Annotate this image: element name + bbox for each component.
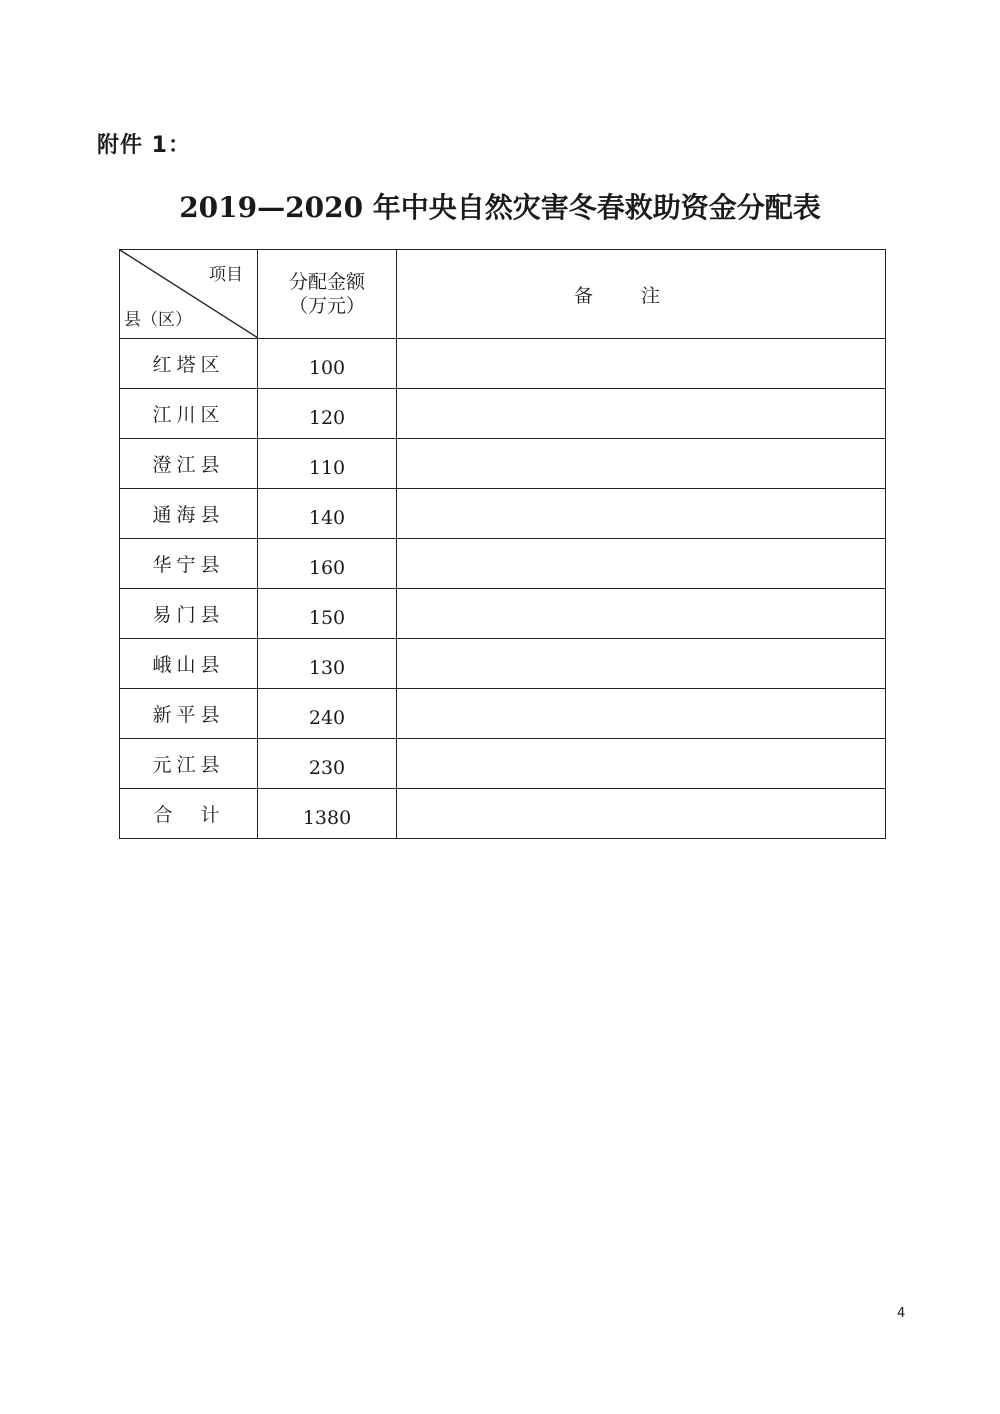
note-cell [397,639,886,689]
table-row [120,539,886,589]
note-cell [397,589,886,639]
county-cell: 澄江县 [120,439,258,489]
table-row [120,339,886,389]
total-note-cell [397,789,886,839]
table-row [120,489,886,539]
diagonal-header-cell [120,250,258,339]
header-amount-label: 分配金额 [288,271,365,293]
header-note: 备注 [397,250,886,339]
table-row [120,689,886,739]
amount-cell: 110 [258,439,397,489]
note-cell [397,489,886,539]
county-cell: 通海县 [120,489,258,539]
note-cell [397,739,886,789]
amount-cell: 140 [258,489,397,539]
county-cell: 易门县 [120,589,258,639]
table-row [120,439,886,489]
county-cell: 元江县 [120,739,258,789]
table-row [120,739,886,789]
note-cell [397,439,886,489]
table-row [120,389,886,439]
page-title: 2019—2020 年中央自然灾害冬春救助资金分配表 [179,191,821,224]
table-row [120,589,886,639]
total-row [120,789,886,839]
header-amount [258,250,397,339]
county-cell: 峨山县 [120,639,258,689]
amount-cell: 120 [258,389,397,439]
county-cell: 新平县 [120,689,258,739]
total-label-cell: 合计 [120,789,258,839]
note-cell [397,689,886,739]
header-amount-unit: （万元） [288,295,365,317]
table-row [120,639,886,689]
county-cell: 江川区 [120,389,258,439]
note-cell [397,389,886,439]
amount-cell: 240 [258,689,397,739]
note-cell [397,539,886,589]
header-county-label: 县（区） [124,310,192,330]
amount-cell: 100 [258,339,397,389]
county-cell: 华宁县 [120,539,258,589]
total-amount-cell: 1380 [258,789,397,839]
amount-cell: 130 [258,639,397,689]
amount-cell: 160 [258,539,397,589]
amount-cell: 150 [258,589,397,639]
attachment-label: 附件 1： [97,133,191,158]
note-cell [397,339,886,389]
allocation-table [119,249,886,839]
county-cell: 红塔区 [120,339,258,389]
table-header-row [120,250,886,339]
amount-cell: 230 [258,739,397,789]
page-number: 4 [897,1306,906,1321]
header-item-label: 项目 [209,265,243,285]
